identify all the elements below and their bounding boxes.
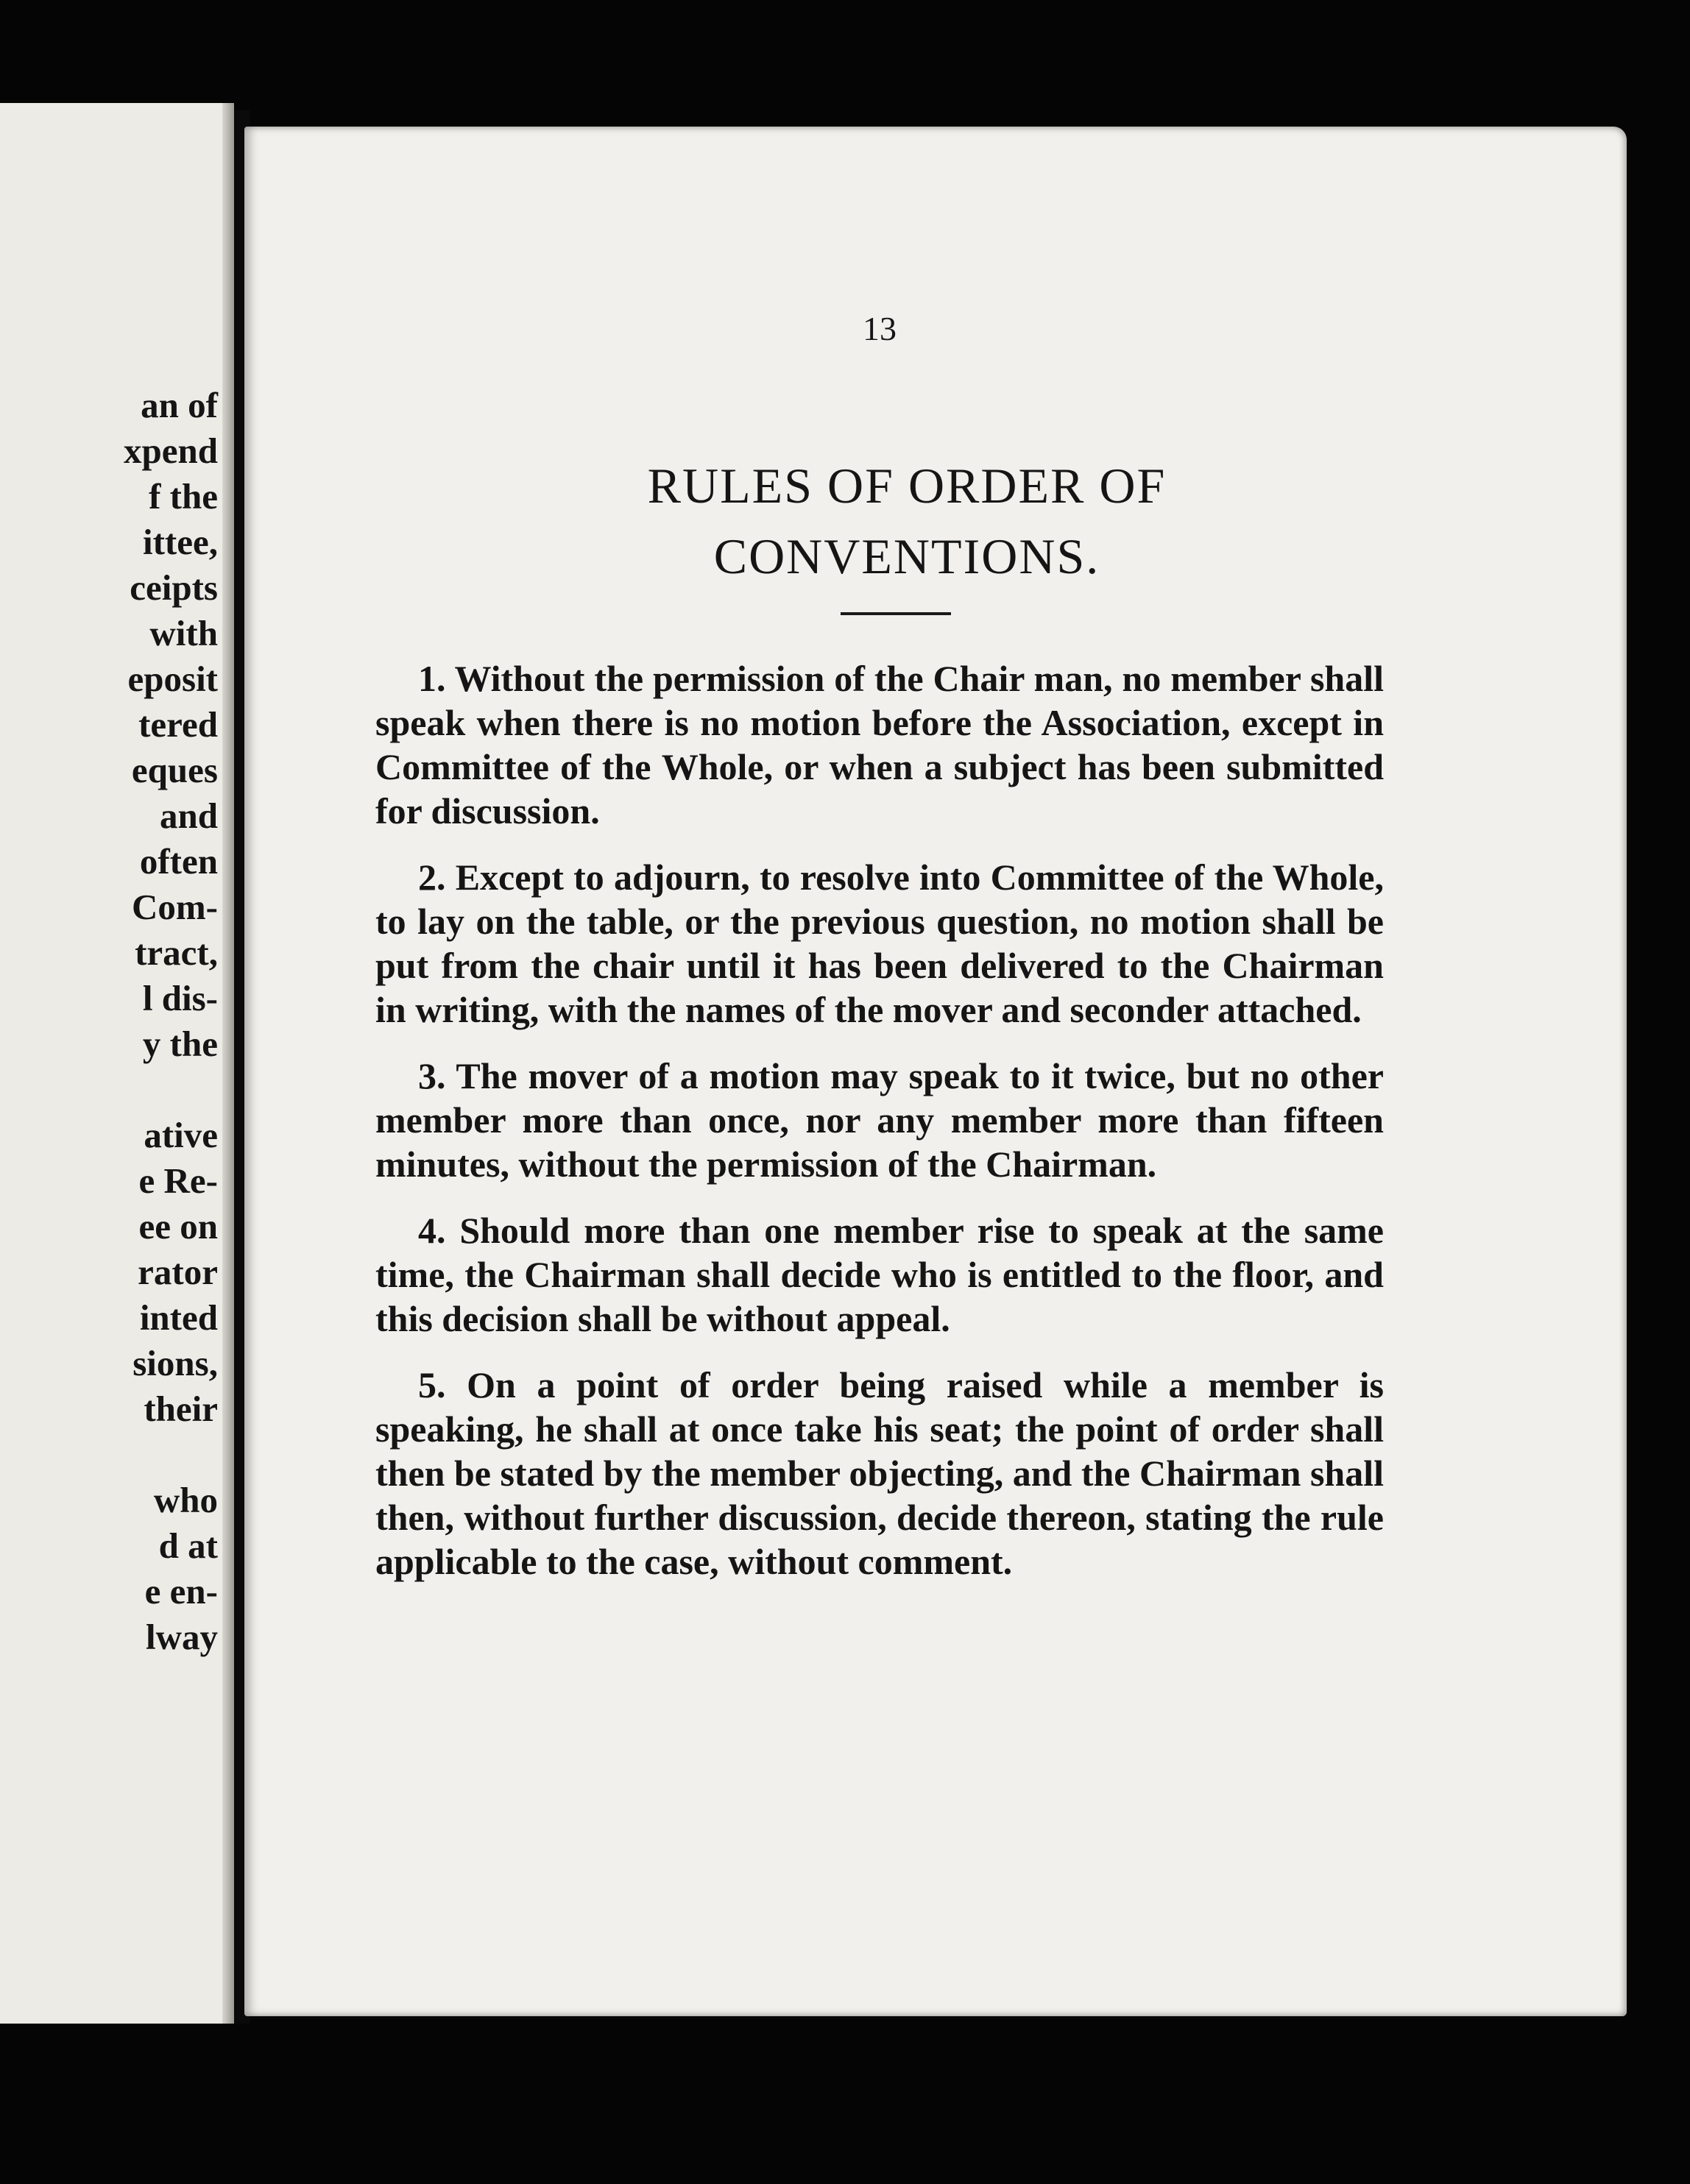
left-line: f the: [149, 476, 218, 517]
rules-list: [375, 656, 1384, 1606]
left-line: ceipts: [130, 567, 218, 608]
left-line: [0, 1432, 218, 1478]
title-line-1: RULES OF ORDER OF: [647, 458, 1167, 514]
rule-1: 1. Without the permission of the Chair man, no member shall speak when there is no motion before the Association, except in Committee of the Whole, or when a subject has been submitted for discussion.: [375, 658, 1384, 832]
left-line: rator: [138, 1252, 218, 1292]
rule-4: 4. Should more than one member rise to speak at the same time, the Chairman shall decide who is entitled to the floor, and this decision shall be without appeal.: [375, 1210, 1384, 1339]
left-line: often: [139, 841, 218, 882]
left-line: their: [144, 1389, 218, 1429]
title-divider: [841, 612, 951, 615]
left-line: e en-: [144, 1571, 218, 1612]
left-line: d at: [158, 1525, 218, 1566]
left-line: sions,: [132, 1343, 218, 1383]
left-line: xpend: [123, 430, 218, 471]
left-line: Com-: [131, 887, 218, 927]
title-line-2: CONVENTIONS.: [713, 528, 1100, 584]
left-line: tract,: [135, 932, 218, 973]
left-line: eques: [131, 750, 218, 790]
left-line: who: [153, 1480, 218, 1520]
left-line: ee on: [138, 1206, 218, 1247]
rule-5: 5. On a point of order being raised while a member is speaking, he shall at once take his seat; the point of order shall then be stated by the member objecting, and the Chairman shall then, without further discussion, decide thereon, stating the rule applicable to the case, without comment.: [375, 1364, 1384, 1582]
left-line: inted: [139, 1297, 218, 1338]
left-line: with: [149, 613, 218, 653]
left-line: lway: [146, 1617, 218, 1657]
left-line: eposit: [127, 659, 218, 699]
left-line: tered: [138, 704, 218, 745]
rule-2: 2. Except to adjourn, to resolve into Committee of the Whole, to lay on the table, or the previous question, no motion shall be put from the chair until it has been delivered to the Chairman in writing, with the names of the mover and seconder attached.: [375, 857, 1384, 1030]
page-title: [377, 450, 1437, 592]
right-page: [244, 127, 1627, 2016]
left-line: e Re-: [138, 1160, 218, 1201]
left-page-text: [0, 383, 218, 1660]
left-line: ative: [144, 1115, 218, 1155]
left-line: and: [159, 795, 218, 836]
page-spine: [222, 103, 234, 2024]
left-page: [0, 103, 234, 2024]
left-line: l dis-: [142, 978, 218, 1018]
page-number: 13: [863, 310, 897, 347]
rule-3: 3. The mover of a motion may speak to it twice, but no other member more than once, nor any member more than fifteen minutes, without the permission of the Chairman.: [375, 1055, 1384, 1185]
left-line: y the: [142, 1024, 218, 1064]
left-line: [0, 1067, 218, 1113]
left-line: an of: [141, 385, 218, 425]
left-line: ittee,: [143, 522, 218, 562]
